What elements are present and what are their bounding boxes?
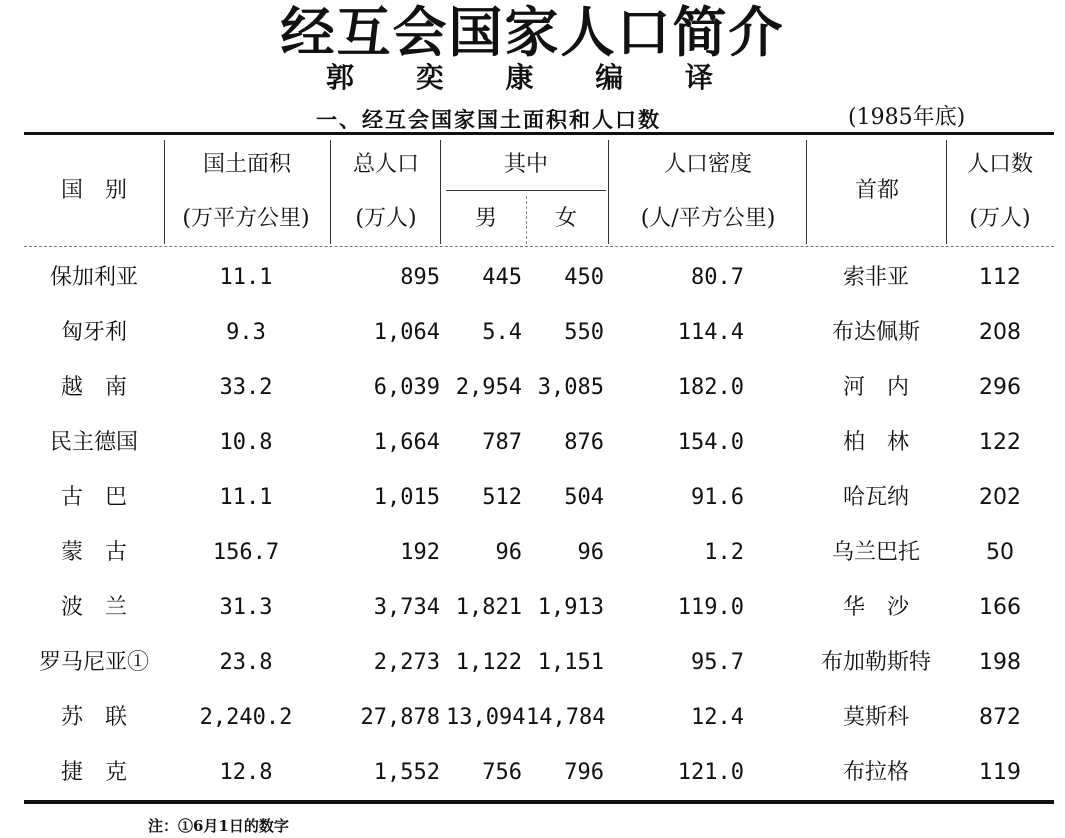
cell-area: 9.3 — [226, 320, 266, 345]
cell-female: 14,784 — [526, 705, 606, 730]
cell-female: 3,085 — [537, 375, 604, 400]
cell-population: 1,664 — [373, 430, 440, 455]
cell-male: 1,122 — [455, 650, 522, 675]
cell-male: 787 — [482, 430, 522, 455]
cell-male: 96 — [495, 540, 522, 565]
cell-female: 504 — [564, 485, 604, 510]
header-female: 女 — [554, 206, 577, 231]
of-which-underline — [446, 190, 606, 191]
cell-capital: 索非亚 — [842, 265, 909, 290]
cell-density: 121.0 — [677, 760, 744, 785]
author-line: 郭 奕 康 编 译 — [326, 61, 739, 94]
cell-capital: 华 沙 — [842, 595, 909, 620]
cell-density: 80.7 — [691, 265, 744, 290]
cell-capital-population: 202 — [979, 485, 1021, 510]
column-divider — [440, 140, 441, 244]
cell-capital-population: 208 — [979, 320, 1021, 345]
cell-capital: 莫斯科 — [842, 705, 909, 730]
cell-population: 1,552 — [373, 760, 440, 785]
table-row — [0, 305, 1065, 360]
footnote: 注：①6月1日的数字 — [148, 817, 289, 835]
cell-female: 876 — [564, 430, 604, 455]
table-bottom-rule — [24, 800, 1054, 804]
table-row — [0, 470, 1065, 525]
cell-female: 1,913 — [537, 595, 604, 620]
header-density: 人口密度 — [663, 152, 752, 177]
section-title: 一、经互会国家国土面积和人口数 — [316, 107, 661, 132]
column-divider — [608, 140, 609, 244]
cell-area: 11.1 — [219, 265, 273, 290]
header-capital: 首都 — [854, 178, 899, 203]
cell-country: 罗马尼亚① — [38, 650, 149, 675]
cell-male: 13,094 — [446, 705, 526, 730]
cell-population: 895 — [400, 265, 440, 290]
cell-capital-population: 119 — [979, 760, 1021, 785]
cell-capital: 布达佩斯 — [831, 320, 920, 345]
cell-area: 31.3 — [219, 595, 273, 620]
cell-male: 1,821 — [455, 595, 522, 620]
cell-country: 波 兰 — [60, 595, 127, 620]
cell-density: 1.2 — [704, 540, 744, 565]
cell-density: 154.0 — [677, 430, 744, 455]
cell-area: 12.8 — [219, 760, 273, 785]
table-row — [0, 690, 1065, 745]
cell-country: 匈牙利 — [60, 320, 127, 345]
header-country: 国 别 — [60, 178, 127, 203]
cell-female: 450 — [564, 265, 604, 290]
cell-capital: 柏 林 — [842, 430, 909, 455]
cell-capital: 乌兰巴托 — [831, 540, 920, 565]
date-note: (1985年底) — [848, 105, 966, 130]
cell-population: 27,878 — [360, 705, 440, 730]
cell-male: 445 — [482, 265, 522, 290]
cell-capital-population: 872 — [979, 705, 1021, 730]
cell-population: 2,273 — [373, 650, 440, 675]
column-divider — [946, 140, 947, 244]
column-divider — [806, 140, 807, 244]
header-density-unit: (人/平方公里) — [640, 206, 776, 231]
cell-area: 11.1 — [219, 485, 273, 510]
header-capital-population: 人口数 — [966, 152, 1033, 177]
cell-capital-population: 296 — [979, 375, 1021, 400]
cell-female: 1,151 — [537, 650, 604, 675]
cell-country: 古 巴 — [60, 485, 127, 510]
cell-area: 33.2 — [219, 375, 273, 400]
cell-female: 796 — [564, 760, 604, 785]
header-male: 男 — [474, 206, 497, 231]
cell-male: 512 — [482, 485, 522, 510]
cell-area: 23.8 — [219, 650, 273, 675]
cell-capital-population: 50 — [986, 540, 1014, 565]
cell-density: 119.0 — [677, 595, 744, 620]
cell-country: 民主德国 — [49, 430, 138, 455]
table-row — [0, 415, 1065, 470]
header-area: 国土面积 — [202, 152, 291, 177]
cell-country: 蒙 古 — [60, 540, 127, 565]
header-population: 总人口 — [352, 152, 419, 177]
cell-male: 756 — [482, 760, 522, 785]
page-title: 经互会国家人口简介 — [280, 1, 785, 64]
cell-area: 156.7 — [212, 540, 280, 565]
table-row — [0, 525, 1065, 580]
cell-population: 3,734 — [373, 595, 440, 620]
cell-female: 96 — [577, 540, 604, 565]
cell-capital: 布加勒斯特 — [820, 650, 931, 675]
cell-country: 苏 联 — [60, 705, 127, 730]
header-capital-population-unit: (万人) — [969, 206, 1031, 231]
cell-density: 91.6 — [691, 485, 744, 510]
cell-density: 95.7 — [691, 650, 744, 675]
cell-capital-population: 112 — [979, 265, 1021, 290]
cell-country: 捷 克 — [60, 760, 127, 785]
table-top-rule — [24, 132, 1054, 135]
cell-area: 2,240.2 — [199, 705, 293, 730]
table-row — [0, 250, 1065, 305]
cell-country: 越 南 — [60, 375, 127, 400]
cell-capital: 布拉格 — [842, 760, 909, 785]
cell-male: 5.4 — [482, 320, 522, 345]
cell-density: 114.4 — [677, 320, 744, 345]
cell-female: 550 — [564, 320, 604, 345]
cell-capital-population: 122 — [979, 430, 1021, 455]
cell-density: 12.4 — [691, 705, 744, 730]
cell-density: 182.0 — [677, 375, 744, 400]
cell-country: 保加利亚 — [49, 265, 138, 290]
table-row — [0, 745, 1065, 800]
cell-population: 1,015 — [373, 485, 440, 510]
cell-area: 10.8 — [219, 430, 273, 455]
table-row — [0, 635, 1065, 690]
header-of-which: 其中 — [503, 152, 548, 177]
cell-capital-population: 198 — [979, 650, 1021, 675]
header-population-unit: (万人) — [355, 206, 417, 231]
cell-population: 6,039 — [373, 375, 440, 400]
header-area-unit: (万平方公里) — [182, 206, 310, 231]
cell-capital-population: 166 — [979, 595, 1021, 620]
cell-capital: 哈瓦纳 — [842, 485, 909, 510]
header-rule — [24, 246, 1054, 247]
table-row — [0, 580, 1065, 635]
cell-male: 2,954 — [455, 375, 522, 400]
cell-population: 1,064 — [373, 320, 440, 345]
cell-capital: 河 内 — [842, 375, 909, 400]
cell-population: 192 — [400, 540, 440, 565]
table-row — [0, 360, 1065, 415]
